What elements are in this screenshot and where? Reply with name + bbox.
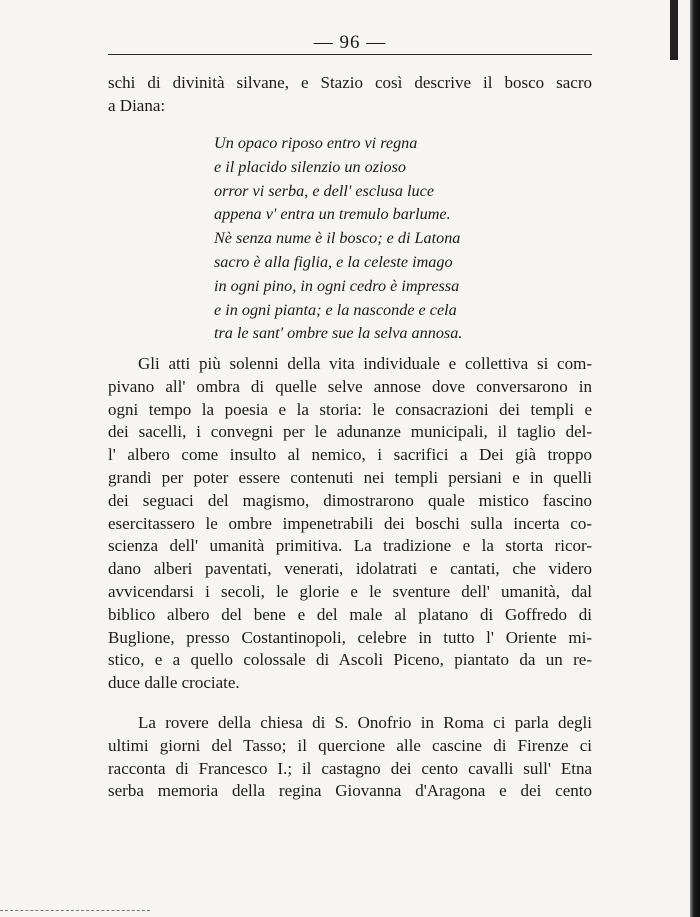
- paragraph-2: [108, 712, 592, 803]
- verse-line: in ogni pino, in ogni cedro è impressa: [214, 276, 460, 295]
- text-line: Gli atti più solenni della vita individuale e collettiva si com-: [138, 354, 592, 373]
- text-line: racconta di Francesco I.; il castagno dei cento cavalli sull' Etna: [108, 758, 592, 778]
- text-line: serba memoria della regina Giovanna d'Aragona e dei cento: [108, 781, 592, 801]
- page-edge-shadow: [690, 0, 700, 917]
- text-line: Buglione, presso Costantinopoli, celebre in tutto l' Oriente mi-: [108, 627, 592, 647]
- text-line: stico, e a quello colossale di Ascoli Piceno, piantato da un re-: [108, 650, 592, 670]
- text-line: pivano all' ombra di quelle selve annose dove conversarono in: [108, 376, 592, 396]
- verse-quotation: [214, 132, 514, 346]
- text-line: l' albero come insulto al nemico, i sacrifici a Dei già troppo: [108, 445, 592, 465]
- verse-line: e in ogni pianta; e la nasconde e cela: [214, 300, 457, 319]
- text-line: ultimi giorni del Tasso; il quercione alle cascine di Firenze ci: [108, 735, 592, 755]
- text-line: biblico albero del bene e del male al platano di Goffredo di: [108, 604, 592, 624]
- text-line: ogni tempo la poesia e la storia: le consacrazioni dei templi e: [108, 399, 592, 419]
- page-number: — 96 —: [313, 32, 387, 53]
- intro-paragraph: [108, 72, 592, 118]
- text-line: esercitassero le ombre impenetrabili dei boschi sulla incerta co-: [108, 513, 592, 533]
- text-line: dei seguaci del magismo, dimostrarono quale mistico fascino: [108, 490, 592, 510]
- verse-line: Un opaco riposo entro vi regna: [214, 134, 418, 152]
- text-line: a Diana:: [108, 95, 166, 115]
- verse-line: tra le sant' ombre sue la selva annosa.: [214, 324, 463, 343]
- text-line: grandi per poter essere contenuti nei templi persiani e in quelli: [108, 467, 592, 487]
- text-line: duce dalle crociate.: [108, 673, 240, 693]
- text-line: dei sacelli, i convegni per le adunanze municipali, il taglio del-: [108, 422, 592, 442]
- verse-line: Nè senza nume è il bosco; e di Latona: [214, 229, 461, 248]
- paragraph-1: [108, 353, 592, 695]
- text-line: scienza dell' umanità primitiva. La tradizione e la storta ricor-: [108, 536, 592, 556]
- text-line: schi di divinità silvane, e Stazio così descrive il bosco sacro: [108, 73, 592, 92]
- header-rule: [108, 54, 592, 55]
- bottom-edge-mark: [0, 910, 150, 911]
- verse-line: orror vi serba, e dell' esclusa luce: [214, 181, 435, 200]
- text-line: avvicendarsi i secoli, le glorie e le sventure dell' umanità, dal: [108, 581, 592, 601]
- verse-line: e il placido silenzio un ozioso: [214, 157, 406, 176]
- verse-line: appena v' entra un tremulo barlume.: [214, 205, 451, 224]
- text-line: La rovere della chiesa di S. Onofrio in Roma ci parla degli: [138, 713, 592, 732]
- text-line: dano alberi paventati, venerati, idolatrati e cantati, che videro: [108, 559, 592, 579]
- verse-line: sacro è alla figlia, e la celeste imago: [214, 252, 453, 271]
